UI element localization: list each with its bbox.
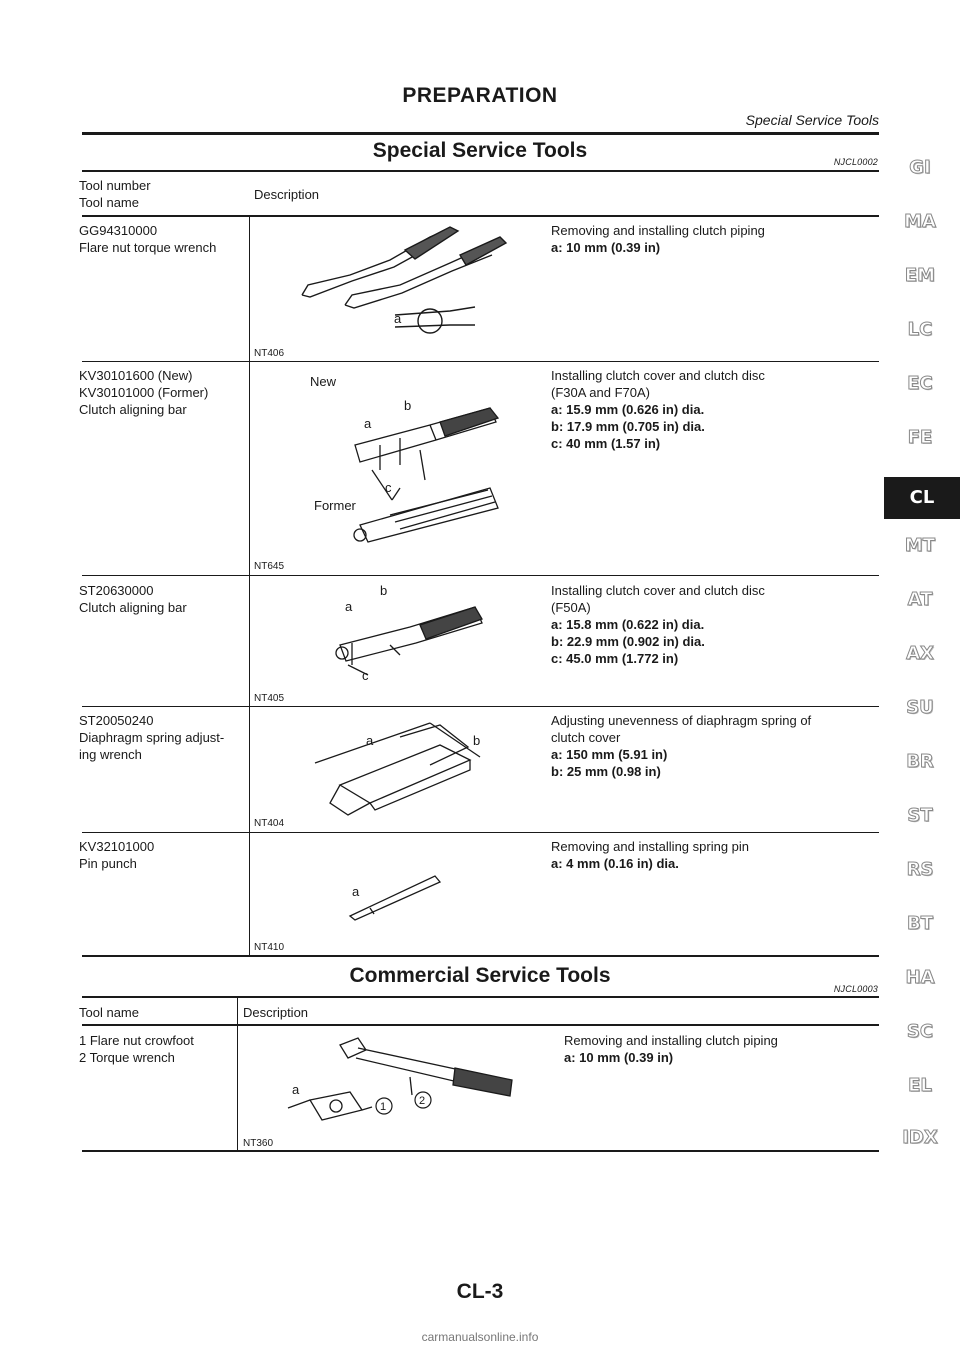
desc-cell: Adjusting unevenness of diaphragm spring of clutch cover a: 150 mm (5.91 in) b: 25 mm (0.98 in) — [551, 713, 812, 779]
page-section-title: PREPARATION — [402, 84, 558, 107]
section-tab-bt[interactable]: BT — [907, 913, 933, 934]
tool-cell: 1 Flare nut crowfoot 2 Torque wrench — [79, 1033, 194, 1065]
section-tab-em[interactable]: EM — [904, 265, 936, 286]
tool-cell: KV30101600 (New) KV30101000 (Former) Clutch aligning bar — [79, 368, 209, 417]
section-tab-at[interactable]: AT — [907, 589, 933, 610]
svg-text:c: c — [385, 480, 392, 495]
figure-code: NT406 — [254, 348, 285, 359]
svg-text:a: a — [394, 311, 402, 326]
figure-code: NT404 — [254, 818, 285, 829]
svg-text:c: c — [362, 668, 369, 683]
col-header-desc: Description — [254, 187, 320, 202]
section-tab-gi[interactable]: GI — [909, 157, 931, 178]
section-tab-idx[interactable]: IDX — [902, 1127, 938, 1148]
svg-text:a: a — [364, 416, 372, 431]
crowfoot-torque-wrench-figure — [280, 1030, 520, 1130]
desc-cell: Removing and installing clutch piping a: 10 mm (0.39 in) — [551, 223, 765, 255]
commercial-tools-code: NJCL0003 — [833, 984, 878, 994]
section-tab-mt[interactable]: MT — [904, 535, 936, 556]
section-tab-fe[interactable]: FE — [907, 427, 933, 448]
svg-text:New: New — [310, 374, 337, 389]
svg-text:1: 1 — [380, 1101, 387, 1113]
section-tab-br[interactable]: BR — [906, 751, 934, 772]
tool-cell: GG94310000 Flare nut torque wrench — [79, 223, 217, 255]
svg-text:a: a — [345, 599, 353, 614]
flare-nut-wrench-figure — [290, 215, 490, 335]
figure-code: NT360 — [243, 1138, 274, 1149]
col-header-desc: Description — [243, 1005, 309, 1020]
desc-cell: Removing and installing spring pin a: 4 mm (0.16 in) dia. — [551, 839, 750, 871]
desc-cell: Installing clutch cover and clutch disc (F30A and F70A) a: 15.9 mm (0.626 in) dia. b: 17.9 mm (0.705 in) dia. c: 40 mm (1.57 in) — [551, 368, 765, 451]
section-tab-el[interactable]: EL — [908, 1075, 932, 1096]
svg-text:b: b — [473, 733, 481, 748]
section-tab-ax[interactable]: AX — [906, 643, 934, 664]
section-tab-rs[interactable]: RS — [906, 859, 934, 880]
desc-cell: Installing clutch cover and clutch disc (F50A) a: 15.8 mm (0.622 in) dia. b: 22.9 mm (0.902 in) dia. c: 45.0 mm (1.772 in) — [551, 583, 765, 666]
clutch-aligning-bar-figure — [300, 370, 520, 560]
figure-code: NT405 — [254, 693, 285, 704]
svg-text:a: a — [292, 1082, 300, 1097]
svg-text:a: a — [352, 884, 360, 899]
desc-cell: Removing and installing clutch piping a: 10 mm (0.39 in) — [564, 1033, 778, 1065]
special-tools-code: NJCL0002 — [833, 157, 878, 167]
section-tab-sc[interactable]: SC — [906, 1021, 934, 1042]
page-section-subtitle: Special Service Tools — [745, 112, 879, 128]
col-header-tool: Tool name — [79, 1005, 139, 1020]
section-tab-ma[interactable]: MA — [904, 211, 936, 232]
commercial-tools-title: Commercial Service Tools — [349, 964, 611, 987]
figure-code: NT645 — [254, 561, 285, 572]
section-tab-ec[interactable]: EC — [907, 373, 933, 394]
section-tab-su[interactable]: SU — [906, 697, 934, 718]
figure-code: NT410 — [254, 942, 285, 953]
col-header-tool: Tool number Tool name — [79, 178, 151, 210]
svg-text:Former: Former — [314, 498, 356, 513]
svg-text:b: b — [380, 583, 388, 598]
svg-text:2: 2 — [419, 1095, 426, 1107]
page-number: CL-3 — [456, 1280, 504, 1303]
section-tab-lc[interactable]: LC — [907, 319, 933, 340]
header-rule — [82, 132, 879, 135]
clutch-aligning-bar-figure — [330, 585, 490, 685]
diaphragm-wrench-figure — [300, 715, 500, 825]
tool-cell: KV32101000 Pin punch — [79, 839, 155, 871]
tool-cell: ST20630000 Clutch aligning bar — [79, 583, 187, 615]
watermark: carmanualsonline.info — [421, 1330, 539, 1344]
pin-punch-figure — [340, 868, 450, 928]
special-tools-title: Special Service Tools — [372, 139, 588, 162]
svg-text:b: b — [404, 398, 412, 413]
svg-text:a: a — [366, 733, 374, 748]
section-tab-cl[interactable]: CL — [884, 477, 960, 519]
tool-cell: ST20050240 Diaphragm spring adjust- ing wrench — [79, 713, 225, 762]
section-tab-st[interactable]: ST — [907, 805, 933, 826]
section-tab-ha[interactable]: HA — [905, 967, 935, 988]
